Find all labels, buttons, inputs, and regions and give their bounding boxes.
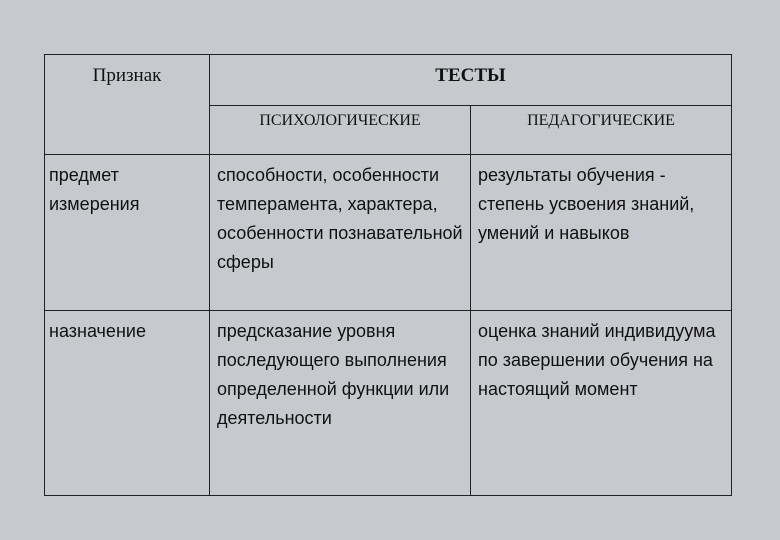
table-row: [45, 155, 732, 311]
row-label: предмет измерения: [45, 155, 210, 311]
cell-pedagogical: оценка знаний индивидуума по завершении обучения на настоящий момент: [471, 311, 732, 496]
cell-pedagogical: результаты обучения - степень усвоения знаний, умений и навыков: [471, 155, 732, 311]
table-row: [45, 311, 732, 496]
header-tests: ТЕСТЫ: [210, 55, 732, 106]
header-psychological: ПСИХОЛОГИЧЕСКИЕ: [210, 106, 471, 155]
header-pedagogical: ПЕДАГОГИЧЕСКИЕ: [471, 106, 732, 155]
cell-psychological: предсказание уровня последующего выполнения определенной функции или деятельности: [210, 311, 471, 496]
header-feature: Признак: [45, 55, 210, 155]
row-label: назначение: [45, 311, 210, 496]
comparison-table: [44, 54, 732, 496]
cell-psychological: способности, особенности темперамента, характера, особенности познавательной сферы: [210, 155, 471, 311]
header-row: [45, 55, 732, 106]
